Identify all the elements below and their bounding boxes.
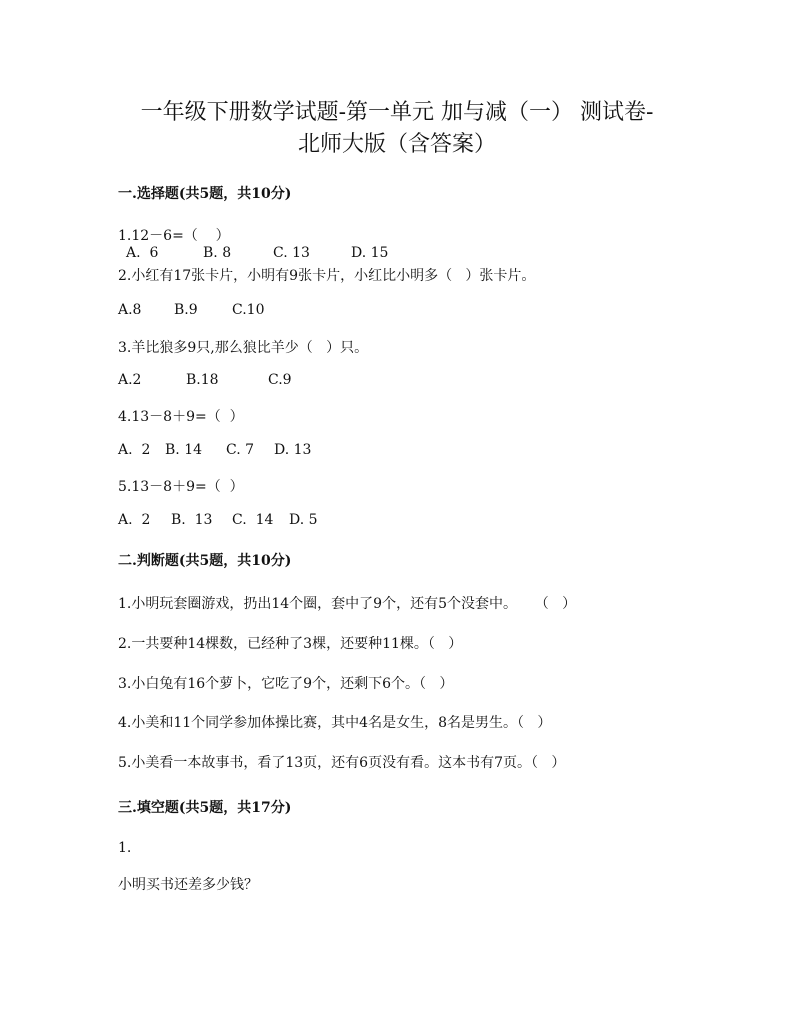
- option-a: A.8: [118, 302, 142, 318]
- option-a: A. 2: [118, 512, 151, 528]
- judgment-question-5: 5.小美看一本故事书，看了13页，还有6页没有看。这本书有7页。（ ）: [118, 755, 566, 771]
- section-header-choice: 一.选择题(共5题，共10分): [118, 186, 292, 202]
- section-header-judgment: 二.判断题(共5题，共10分): [118, 553, 292, 569]
- choice-question-4: 4.13－8＋9=（ ）: [118, 409, 244, 425]
- choice-question-1: 1.12－6=（ ）: [118, 228, 230, 244]
- option-b: B. 14: [165, 442, 203, 458]
- option-a: A.2: [118, 372, 142, 388]
- option-c: C. 14: [232, 512, 274, 528]
- fill-question-1-number: 1.: [118, 840, 132, 856]
- judgment-question-3: 3.小白兔有16个萝卜，它吃了9个，还剩下6个。（ ）: [118, 676, 454, 692]
- option-b: B.9: [174, 302, 198, 318]
- option-c: C. 13: [273, 245, 310, 261]
- choice-question-5: 5.13－8＋9=（ ）: [118, 479, 244, 495]
- option-c: C.10: [232, 302, 265, 318]
- section-header-fill-blank: 三.填空题(共5题，共17分): [118, 800, 292, 816]
- option-d: D. 13: [274, 442, 312, 458]
- title-line-1: 一年级下册数学试题-第一单元 加与减（一） 测试卷-: [140, 100, 654, 125]
- option-d: D. 15: [351, 245, 389, 261]
- choice-question-2: 2.小红有17张卡片，小明有9张卡片，小红比小明多（ ）张卡片。: [118, 268, 536, 284]
- option-b: B. 8: [203, 245, 232, 261]
- title-line-2: 北师大版（含答案）: [297, 132, 496, 157]
- judgment-question-4: 4.小美和11个同学参加体操比赛，其中4名是女生，8名是男生。（ ）: [118, 715, 552, 731]
- choice-question-3: 3.羊比狼多9只,那么狼比羊少（ ）只。: [118, 340, 369, 356]
- option-c: C.9: [268, 372, 292, 388]
- judgment-question-2: 2.一共要种14棵数，已经种了3棵，还要种11棵。（ ）: [118, 636, 463, 652]
- fill-question-1-text: 小明买书还差多少钱？: [118, 877, 258, 893]
- option-a: A. 2: [118, 442, 151, 458]
- option-a: A. 6: [126, 245, 159, 261]
- option-c: C. 7: [226, 442, 255, 458]
- option-b: B. 13: [171, 512, 213, 528]
- judgment-question-1: 1.小明玩套圈游戏，扔出14个圈，套中了9个，还有5个没套中。 （ ）: [118, 596, 577, 612]
- option-d: D. 5: [289, 512, 318, 528]
- option-b: B.18: [186, 372, 219, 388]
